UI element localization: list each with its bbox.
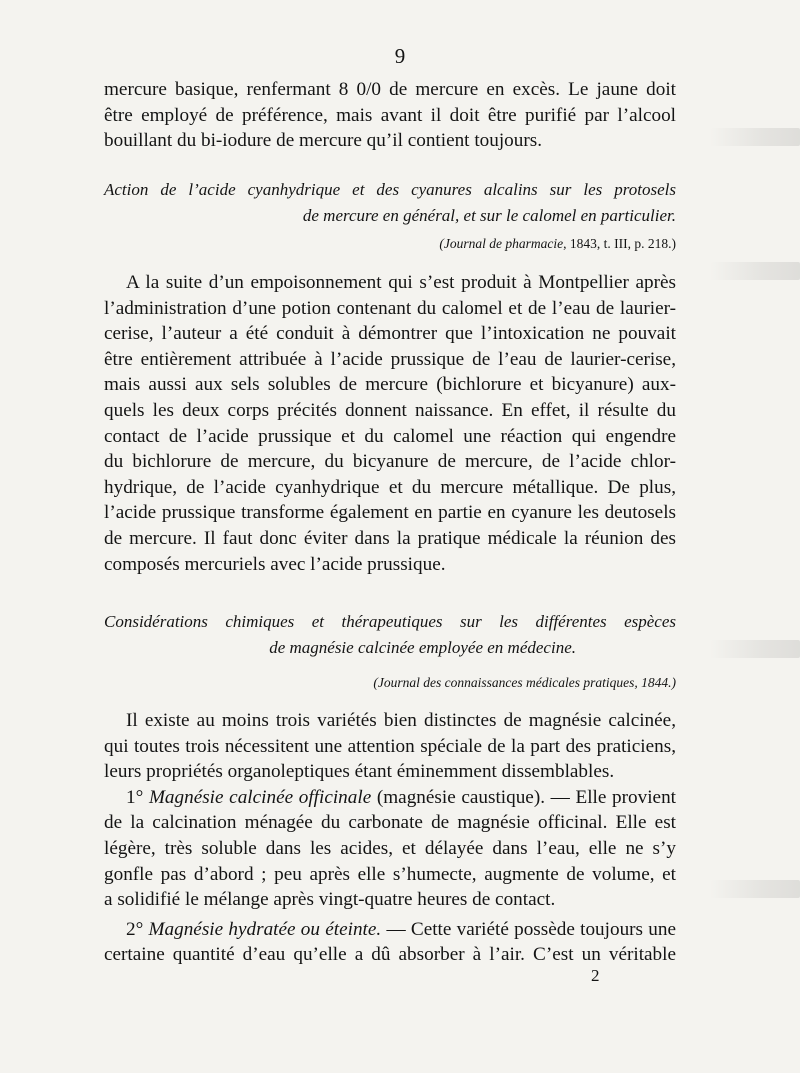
text-line: qui toutes trois nécessitent une attention spéciale de la part des praticiens, <box>104 735 676 757</box>
bleed-through-mark <box>710 640 800 658</box>
list-item-heading <box>104 917 676 943</box>
list-item-heading <box>104 785 676 811</box>
text-line: composés mercuriels avec l’acide prussique. <box>104 553 446 575</box>
text-line: du bichlorure de mercure, du bicyanure de mercure, de l’acide chlor- <box>104 451 676 473</box>
section-title <box>104 609 676 661</box>
text-line: hydrique, de l’acide cyanhydrique et du mercure métallique. De plus, <box>104 476 676 498</box>
text-line: l’administration d’une potion contenant du calomel et de l’eau de laurier- <box>104 297 676 319</box>
text-line: mais aussi aux sels solubles de mercure (bichlorure et bicyanure) aux- <box>104 374 676 396</box>
text-line: Il existe au moins trois variétés bien distinctes de magnésie calcinée, <box>126 710 676 731</box>
text-line: être entièrement attribuée à l’acide prussique de l’eau de laurier-cerise, <box>104 348 676 370</box>
text-line: légère, très soluble dans les acides, et délayée dans l’eau, elle ne s’y <box>104 837 676 859</box>
text-line: contact de l’acide prussique et du calomel une réaction qui engendre <box>104 425 676 447</box>
section-source <box>104 236 676 252</box>
bleed-through-mark <box>710 262 800 280</box>
source-journal: (Journal de pharmacie <box>439 236 564 251</box>
source-journal: (Journal des connaissances médicales pratiques <box>373 675 635 690</box>
item-number: 2° <box>126 918 144 940</box>
title-line: de magnésie calcinée employée en médecine. <box>269 638 576 657</box>
bleed-through-mark <box>710 880 800 898</box>
text-line: A la suite d’un empoisonnement qui s’est produit à Montpellier après <box>126 272 676 293</box>
signature-mark: 2 <box>591 966 600 985</box>
text-line: leurs propriétés organoleptiques étant éminemment dissemblables. <box>104 761 615 783</box>
title-line: Action de l’acide cyanhydrique et des cyanures alcalins sur les protosels <box>104 180 676 199</box>
text-line: quels les deux corps précités donnent naissance. En effet, il résulte du <box>104 399 676 421</box>
section-body <box>104 708 676 968</box>
page-number: 9 <box>394 44 406 68</box>
item-term: Magnésie hydratée ou éteinte. <box>148 918 382 940</box>
source-reference: , 1843, t. III, p. 218.) <box>563 236 676 251</box>
source-reference: , 1844.) <box>634 675 676 690</box>
text-line: bouillant du bi-iodure de mercure qu’il contient toujours. <box>104 130 543 152</box>
item-number: 1° <box>126 786 144 808</box>
text-line: mercure basique, renfermant 8 0/0 de mercure en excès. Le jaune doit <box>104 79 676 100</box>
text-line: de mercure. Il faut donc éviter dans la pratique médicale la réunion des <box>104 527 676 549</box>
text-line: l’acide prussique transforme également en partie en cyanure les deutosels <box>104 502 676 524</box>
title-line: de mercure en général, et sur le calomel en particulier. <box>302 206 676 225</box>
item-text: (magnésie caustique). — Elle provient <box>371 786 676 808</box>
bleed-through-mark <box>710 128 800 146</box>
title-line: Considérations chimiques et thérapeutiques sur les différentes espèces <box>104 612 676 631</box>
paragraph-continuation <box>104 77 676 154</box>
item-term: Magnésie calcinée officinale <box>148 786 372 808</box>
text-line: certaine quantité d’eau qu’elle a dû absorber à l’air. C’est un véritable <box>104 944 676 966</box>
section-title <box>104 177 676 229</box>
text-line: gonfle pas d’abord ; peu après elle s’humecte, augmente de volume, et <box>104 863 676 885</box>
section-body <box>104 270 676 577</box>
text-line: être employé de préférence, mais avant il doit être purifié par l’alcool <box>104 104 676 126</box>
item-text: — Cette variété possède toujours une <box>381 918 676 940</box>
text-line: de la calcination ménagée du carbonate de magnésie officinal. Elle est <box>104 812 676 834</box>
text-line: a solidifié le mélange après vingt-quatre heures de contact. <box>104 889 556 911</box>
text-line: cerise, l’auteur a été conduit à démontrer que l’intoxication ne pouvait <box>104 323 676 345</box>
section-source <box>104 675 679 691</box>
